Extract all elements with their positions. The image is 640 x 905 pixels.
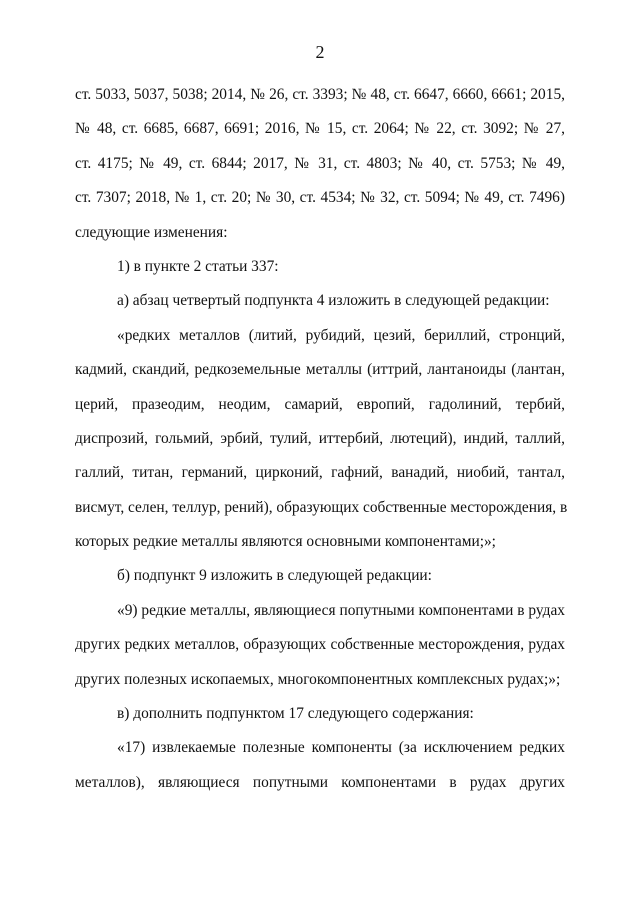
text-line: № 48, ст. 6685, 6687, 6691; 2016, № 15, ст. 2064; № 22, ст. 3092; № 27, [75, 120, 565, 138]
document-body [75, 78, 568, 800]
text-line: металлов), являющиеся попутными компонентами в рудах других [75, 773, 565, 791]
text-line: других редких металлов, образующих собственные месторождения, рудах [75, 636, 565, 654]
text-line: ст. 7307; 2018, № 1, ст. 20; № 30, ст. 4534; № 32, ст. 5094; № 49, ст. 7496) [75, 189, 565, 207]
text-line: галлий, титан, германий, цирконий, гафний, ванадий, ниобий, тантал, [75, 464, 565, 482]
text-line: диспрозий, гольмий, эрбий, тулий, иттербий, лютеций), индий, таллий, [75, 429, 565, 447]
page-number: 2 [315, 42, 325, 62]
paragraph-intro [75, 78, 565, 250]
text-line: б) подпункт 9 изложить в следующей редакции: [117, 567, 432, 585]
text-line: которых редкие металлы являются основными компонентами;»; [75, 533, 496, 551]
text-line: 1) в пункте 2 статьи 337: [117, 257, 279, 275]
paragraph-quote-rare-metals [75, 319, 568, 560]
text-line: ст. 4175; № 49, ст. 6844; 2017, № 31, ст. 4803; № 40, ст. 5753; № 49, [75, 154, 565, 172]
paragraph-quote-9 [75, 594, 565, 697]
text-line: следующие изменения: [75, 223, 228, 241]
text-line: «17) извлекаемые полезные компоненты (за исключением редких [117, 739, 565, 757]
text-line: других полезных ископаемых, многокомпонентных комплексных рудах;»; [75, 670, 561, 688]
text-line: а) абзац четвертый подпункта 4 изложить в следующей редакции: [117, 292, 550, 310]
text-line: церий, празеодим, неодим, самарий, европий, гадолиний, тербий, [75, 395, 565, 413]
paragraph-item-a [75, 284, 565, 318]
paragraph-item-v [75, 697, 565, 731]
text-line: висмут, селен, теллур, рений), образующих собственные месторождения, в [75, 498, 568, 516]
text-line: кадмий, скандий, редкоземельные металлы (иттрий, лантаноиды (лантан, [75, 361, 565, 379]
text-line: «9) редкие металлы, являющиеся попутными компонентами в рудах [117, 601, 565, 619]
text-line: ст. 5033, 5037, 5038; 2014, № 26, ст. 3393; № 48, ст. 6647, 6660, 6661; 2015, [75, 86, 565, 103]
paragraph-quote-17 [75, 731, 565, 800]
text-line: в) дополнить подпунктом 17 следующего содержания: [117, 705, 474, 723]
text-line: «редких металлов (литий, рубидий, цезий, бериллий, стронций, [117, 326, 565, 344]
paragraph-item-1 [75, 250, 565, 284]
paragraph-item-b [75, 559, 565, 593]
